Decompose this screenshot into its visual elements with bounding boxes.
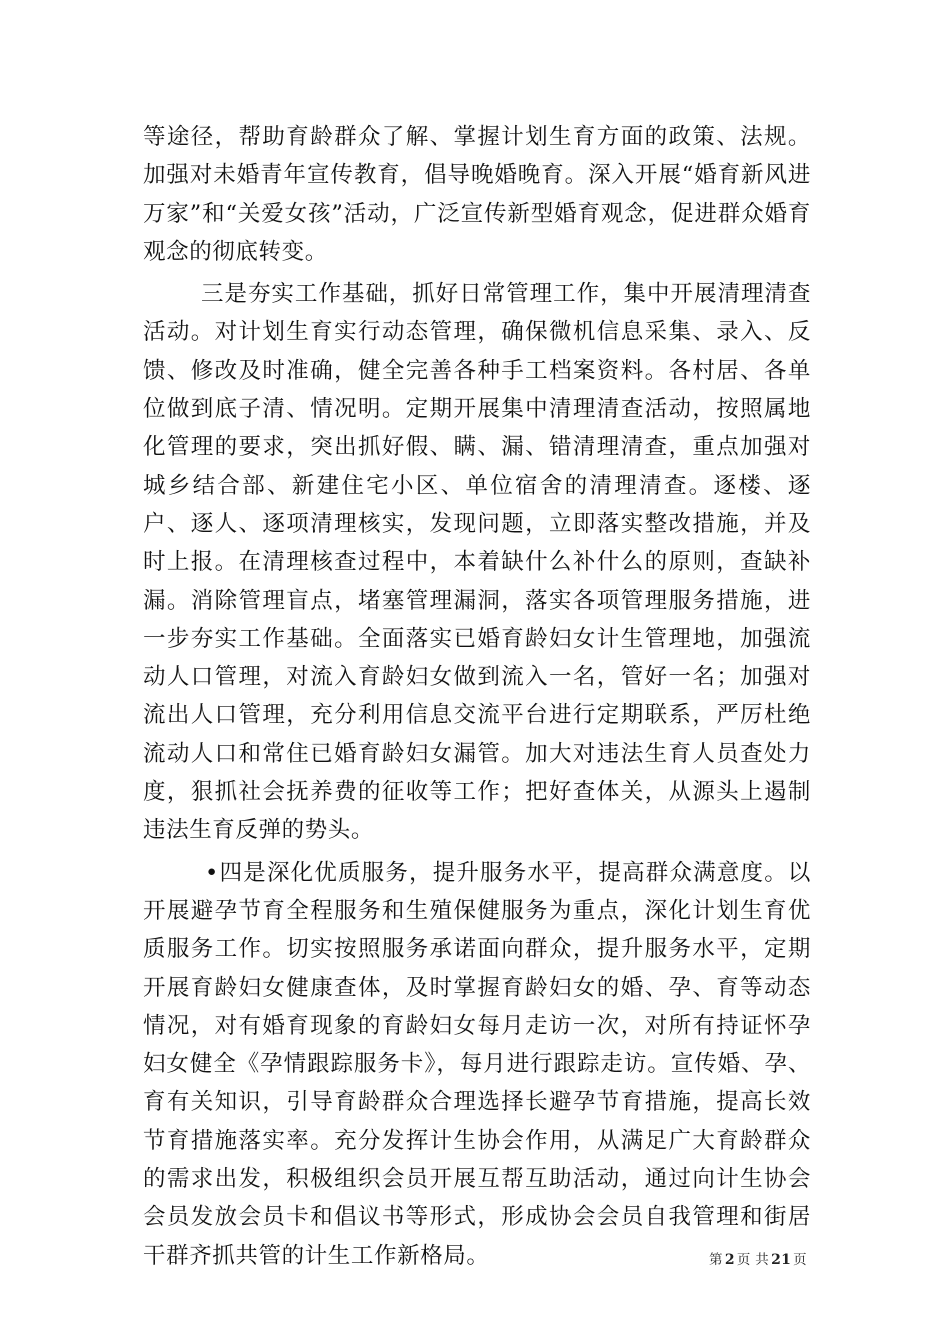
document-body <box>143 118 811 1275</box>
page-footer <box>709 1248 807 1268</box>
footer-current-page: 2 <box>724 1252 735 1268</box>
paragraph-section-four <box>143 854 811 1275</box>
paragraph-section-three: 三是夯实工作基础，抓好日常管理工作，集中开展清理清查活动。对计划生育实行动态管理，确保微机信息采集、录入、反馈、修改及时准确，健全完善各种手工档案资料。各村居、各单位做到底子清、情况明。定期开展集中清理清查活动，按照属地化管理的要求，突出抓好假、瞒、漏、错清理清查，重点加强对城乡结合部、新建住宅小区、单位宿舍的清理清查。逐楼、逐户、逐人、逐项清理核实，发现问题，立即落实整改措施，并及时上报。在清理核查过程中，本着缺什么补什么的原则，查缺补漏。消除管理盲点，堵塞管理漏洞，落实各项管理服务措施，进一步夯实工作基础。全面落实已婚育龄妇女计生管理地，加强流动人口管理，对流入育龄妇女做到流入一名，管好一名；加强对流出人口管理，充分利用信息交流平台进行定期联系，严厉杜绝流动人口和常住已婚育龄妇女漏管。加大对违法生育人员查处力度，狠抓社会抚养费的征收等工作；把好查体关，从源头上遏制违法生育反弹的势头。 <box>143 281 811 844</box>
bullet-marker: • <box>205 859 219 886</box>
paragraph-continued: 等途径，帮助育龄群众了解、掌握计划生育方面的政策、法规。加强对未婚青年宣传教育，倡导晚婚晚育。深入开展“婚育新风进万家”和“关爱女孩”活动，广泛宣传新型婚育观念，促进群众婚育观念的彻底转变。 <box>143 124 811 265</box>
footer-prefix: 第 <box>709 1252 723 1268</box>
paragraph-section-four-text: 四是深化优质服务，提升服务水平，提高群众满意度。以开展避孕节育全程服务和生殖保健服务为重点，深化计划生育优质服务工作。切实按照服务承诺面向群众，提升服务水平，定期开展育龄妇女健康查体，及时掌握育龄妇女的婚、孕、育等动态情况，对有婚育现象的育龄妇女每月走访一次，对所有持证怀孕妇女健全《孕情跟踪服务卡》，每月进行跟踪走访。宣传婚、孕、育有关知识，引导育龄群众合理选择长避孕节育措施，提高长效节育措施落实率。充分发挥计生协会作用，从满足广大育龄群众的需求出发，积极组织会员开展互帮互助活动，通过向计生协会会员发放会员卡和倡议书等形式，形成协会会员自我管理和街居干群齐抓共管的计生工作新格局。 <box>143 859 811 1269</box>
footer-middle: 页 共 <box>736 1252 770 1268</box>
footer-suffix: 页 <box>793 1252 807 1268</box>
footer-total-pages: 21 <box>771 1252 792 1268</box>
